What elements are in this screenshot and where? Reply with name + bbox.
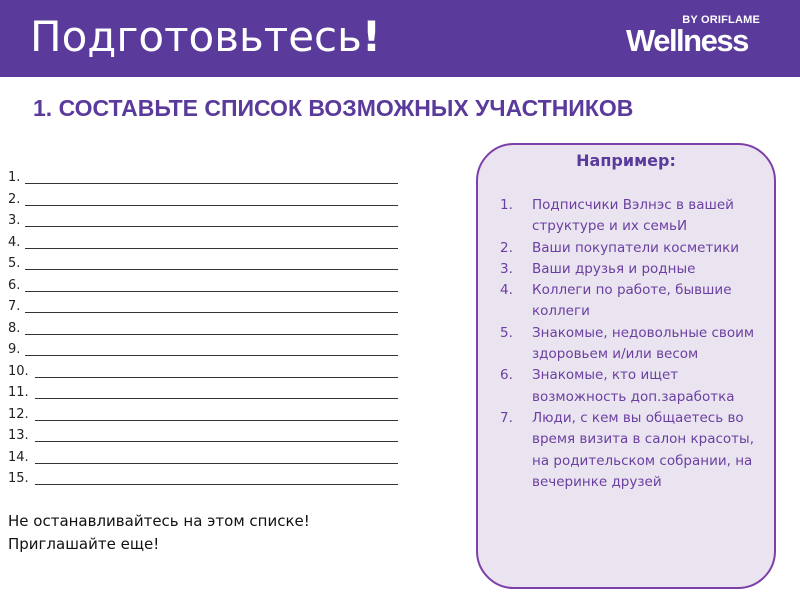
list-item: [8, 210, 29, 232]
list-item: [8, 167, 29, 189]
example-number: 4.: [500, 282, 513, 299]
list-item-number: 1.: [8, 170, 21, 185]
example-item: [500, 365, 762, 408]
page-title: [30, 6, 381, 68]
list-item: [8, 404, 29, 426]
participant-list: [8, 167, 29, 490]
list-item: [8, 253, 29, 275]
footer-note-line-1: Не останавливайтесь на этом списке!: [8, 512, 310, 530]
example-text: Подписчики Вэлнэс в вашей структуре и их семьИ: [532, 197, 734, 235]
list-item-number: 3.: [8, 213, 21, 228]
list-item-number: 4.: [8, 234, 21, 250]
section-heading: 1. СОСТАВЬТЕ СПИСОК ВОЗМОЖНЫХ УЧАСТНИКОВ: [33, 95, 634, 121]
example-item: [500, 259, 762, 280]
list-item: [8, 468, 29, 490]
example-item: [500, 238, 762, 259]
list-item-number: 11.: [8, 385, 29, 400]
footer-note-line-2: Приглашайте еще!: [8, 535, 160, 553]
blank-line: [35, 398, 398, 399]
list-item-number: 13.: [8, 428, 29, 443]
example-item: [500, 408, 762, 493]
list-item-number: 14.: [8, 449, 29, 465]
list-item: [8, 361, 29, 383]
blank-line: [35, 441, 398, 442]
list-item-number: 15.: [8, 471, 29, 486]
wellness-logo: [622, 14, 782, 64]
example-number: 7.: [500, 409, 513, 426]
blank-line: [35, 420, 398, 421]
list-item: [8, 232, 29, 254]
list-item: [8, 275, 29, 297]
list-item: [8, 447, 29, 469]
blank-line: [35, 484, 398, 485]
blank-line: [35, 377, 398, 378]
example-text: Знакомые, кто ищет возможность доп.заработка: [532, 367, 735, 405]
list-item: [8, 382, 29, 404]
example-text: Ваши покупатели косметики: [532, 239, 740, 256]
example-number: 2.: [500, 239, 513, 256]
list-item-number: 8.: [8, 320, 21, 336]
blank-line: [25, 205, 398, 206]
blank-line: [25, 291, 398, 292]
title-exclamation: !: [361, 12, 382, 61]
example-item: [500, 195, 762, 238]
footer-note: [8, 510, 310, 556]
list-item: [8, 339, 29, 361]
list-item: [8, 189, 29, 211]
logo-by-oriflame: BY ORIFLAME: [682, 14, 760, 26]
example-number: 5.: [500, 324, 513, 341]
blank-line: [25, 248, 398, 249]
logo-wellness-word: Wellness: [626, 23, 748, 58]
list-item: [8, 318, 29, 340]
example-number: 3.: [500, 260, 513, 277]
blank-line: [25, 226, 398, 227]
blank-line: [25, 183, 398, 184]
header-banner: [0, 0, 800, 77]
blank-line: [35, 463, 398, 464]
list-item-number: 12.: [8, 406, 29, 422]
list-item-number: 10.: [8, 363, 29, 379]
blank-line: [25, 355, 398, 356]
list-item: [8, 425, 29, 447]
example-text: Знакомые, недовольные своим здоровьем и/или весом: [532, 324, 755, 363]
example-number: 1.: [500, 197, 513, 213]
list-item-number: 5.: [8, 256, 21, 271]
list-item-number: 2.: [8, 191, 21, 207]
example-item: [500, 280, 762, 323]
examples-title: Например:: [576, 151, 676, 170]
list-item-number: 9.: [8, 342, 21, 357]
title-text: Подготовьтесь: [30, 12, 362, 61]
examples-list: [500, 195, 762, 493]
example-text: Люди, с кем вы общаетесь во время визита в салон красоты, на родительском собрании, на вечеринке друзей: [532, 409, 754, 490]
blank-line: [25, 334, 398, 335]
example-number: 6.: [500, 367, 513, 384]
list-item: [8, 296, 29, 318]
example-text: Коллеги по работе, бывшие коллеги: [532, 282, 732, 320]
blank-line: [25, 269, 398, 270]
list-item-number: 6.: [8, 277, 21, 293]
blank-line: [25, 312, 398, 313]
list-item-number: 7.: [8, 299, 21, 314]
example-item: [500, 323, 762, 366]
examples-box: [476, 143, 776, 589]
example-text: Ваши друзья и родные: [532, 260, 696, 277]
